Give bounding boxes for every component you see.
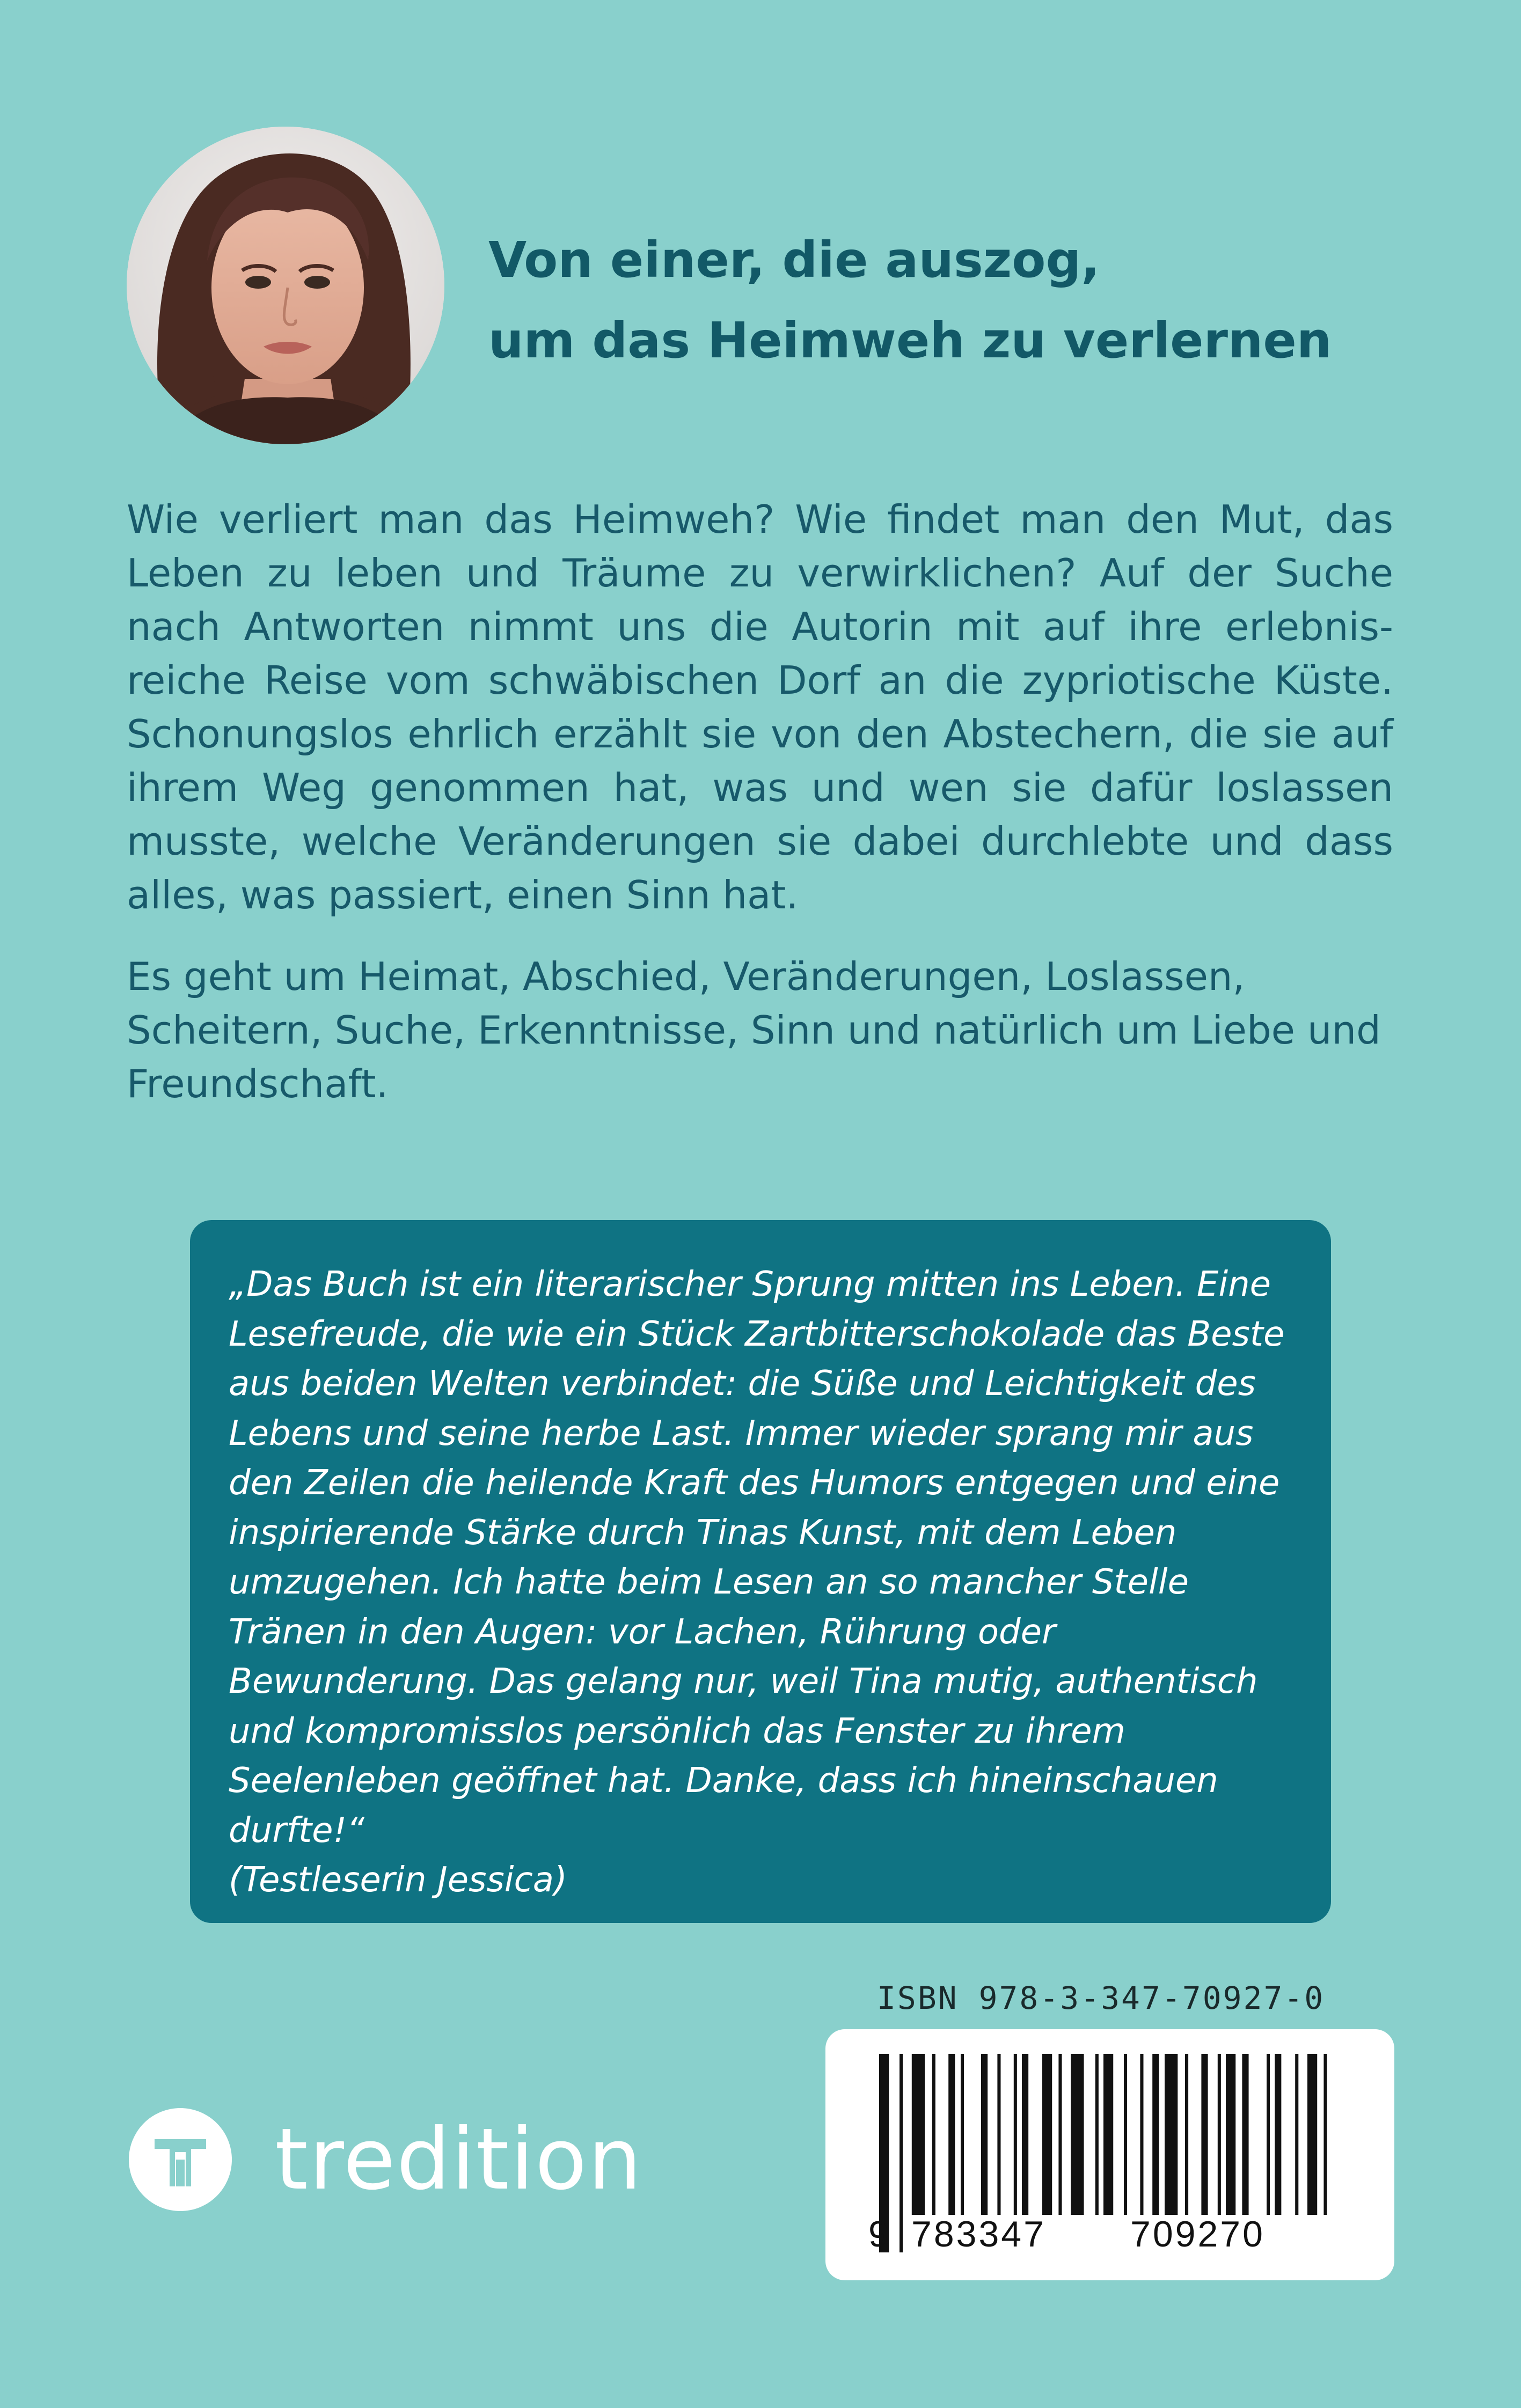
barcode-bar bbox=[1242, 2054, 1248, 2215]
tredition-logo-icon bbox=[127, 2106, 234, 2213]
barcode-bar bbox=[1014, 2054, 1017, 2215]
publisher-name: tredition bbox=[275, 2110, 643, 2209]
barcode-bar bbox=[997, 2054, 1000, 2215]
barcode-bar bbox=[1124, 2054, 1127, 2215]
barcode-digit-lead: 9 bbox=[868, 2214, 889, 2255]
barcode-bar bbox=[1165, 2054, 1178, 2215]
blurb-paragraph-2: Es geht um Heimat, Abschied, Veränderungen, Loslassen, Scheitern, Suche, Erkenntnisse, Sinn und natürlich um Liebe und Freundschaft. bbox=[127, 954, 1381, 1106]
barcode-bar bbox=[1218, 2054, 1221, 2215]
barcode-bar bbox=[1095, 2054, 1099, 2215]
book-blurb bbox=[127, 493, 1393, 1139]
barcode-bar bbox=[932, 2054, 935, 2215]
author-portrait-illustration bbox=[127, 127, 444, 444]
barcode-box bbox=[825, 2029, 1394, 2280]
barcode-digits-right: 709270 bbox=[1130, 2214, 1265, 2255]
barcode-bar bbox=[1226, 2054, 1235, 2215]
barcode-bar bbox=[981, 2054, 988, 2215]
barcode-bar bbox=[1140, 2054, 1143, 2215]
back-cover-headline bbox=[488, 220, 1454, 381]
barcode-bar bbox=[1275, 2054, 1281, 2215]
barcode-bar bbox=[1058, 2054, 1062, 2215]
barcode-bar bbox=[1042, 2054, 1052, 2215]
barcode-bar bbox=[1103, 2054, 1113, 2215]
barcode-bar bbox=[1185, 2054, 1188, 2215]
testimonial-attribution: (Testleserin Jessica) bbox=[229, 1860, 567, 1900]
headline-line-1: Von einer, die auszog, bbox=[488, 231, 1100, 289]
barcode-bar bbox=[1295, 2054, 1298, 2215]
barcode-bar bbox=[948, 2054, 955, 2215]
barcode-bar bbox=[912, 2054, 925, 2215]
barcode-bar bbox=[1201, 2054, 1208, 2215]
barcode-bar bbox=[1267, 2054, 1270, 2215]
barcode-bar bbox=[1071, 2054, 1084, 2215]
barcode-bar bbox=[1307, 2054, 1317, 2215]
testimonial-box bbox=[190, 1220, 1331, 1923]
testimonial-quote: „Das Buch ist ein literarischer Sprung mitten ins Leben. Eine Lesefreude, die wie ein Stück Zartbitterschokolade das Beste aus beiden Welten verbindet: die Süße und Leichtigkeit des Lebens und seine herbe Last. Immer wieder sprang mir aus den Zeilen die heilende Kraft des Humors entgegen und eine inspirierende Stärke durch Tinas Kunst, mit dem Leben umzugehen. Ich hatte beim Lesen an so mancher Stelle Tränen in den Augen: vor Lachen, Rührung oder Bewunderung. Das gelang nur, weil Tina mutig, authentisch und kompromisslos persönlich das Fenster zu ihrem Seelenleben geöffnet hat. Danke, dass ich hineinschauen durfte!“ bbox=[229, 1265, 1285, 1851]
isbn-barcode bbox=[825, 2029, 1394, 2280]
author-photo bbox=[127, 127, 444, 444]
barcode-digits-left: 783347 bbox=[911, 2214, 1046, 2255]
barcode-bar bbox=[1022, 2054, 1028, 2215]
barcode-bar bbox=[961, 2054, 964, 2215]
publisher-logo bbox=[127, 2103, 643, 2216]
barcode-bar bbox=[900, 2054, 903, 2252]
isbn-label: ISBN 978-3-347-70927-0 bbox=[877, 1980, 1325, 2016]
headline-line-2: um das Heimweh zu verlernen bbox=[488, 312, 1332, 369]
barcode-bar bbox=[1152, 2054, 1159, 2215]
blurb-paragraph-1: Wie verliert man das Heimweh? Wie findet man den Mut, das Leben zu leben und Träume zu verwirklichen? Auf der Suche nach Antworten nimmt uns die Autorin mit auf ihre erlebnisreiche Reise vom schwäbischen Dorf an die zypriotische Küste. Schonungslos ehrlich erzählt sie von den Abstechern, die sie auf ihrem Weg genommen hat, was und wen sie dafür loslassen musste, welche Veränderungen sie dabei durchlebte und dass alles, was passiert, einen Sinn hat. bbox=[127, 497, 1393, 917]
barcode-bar bbox=[1323, 2054, 1327, 2215]
